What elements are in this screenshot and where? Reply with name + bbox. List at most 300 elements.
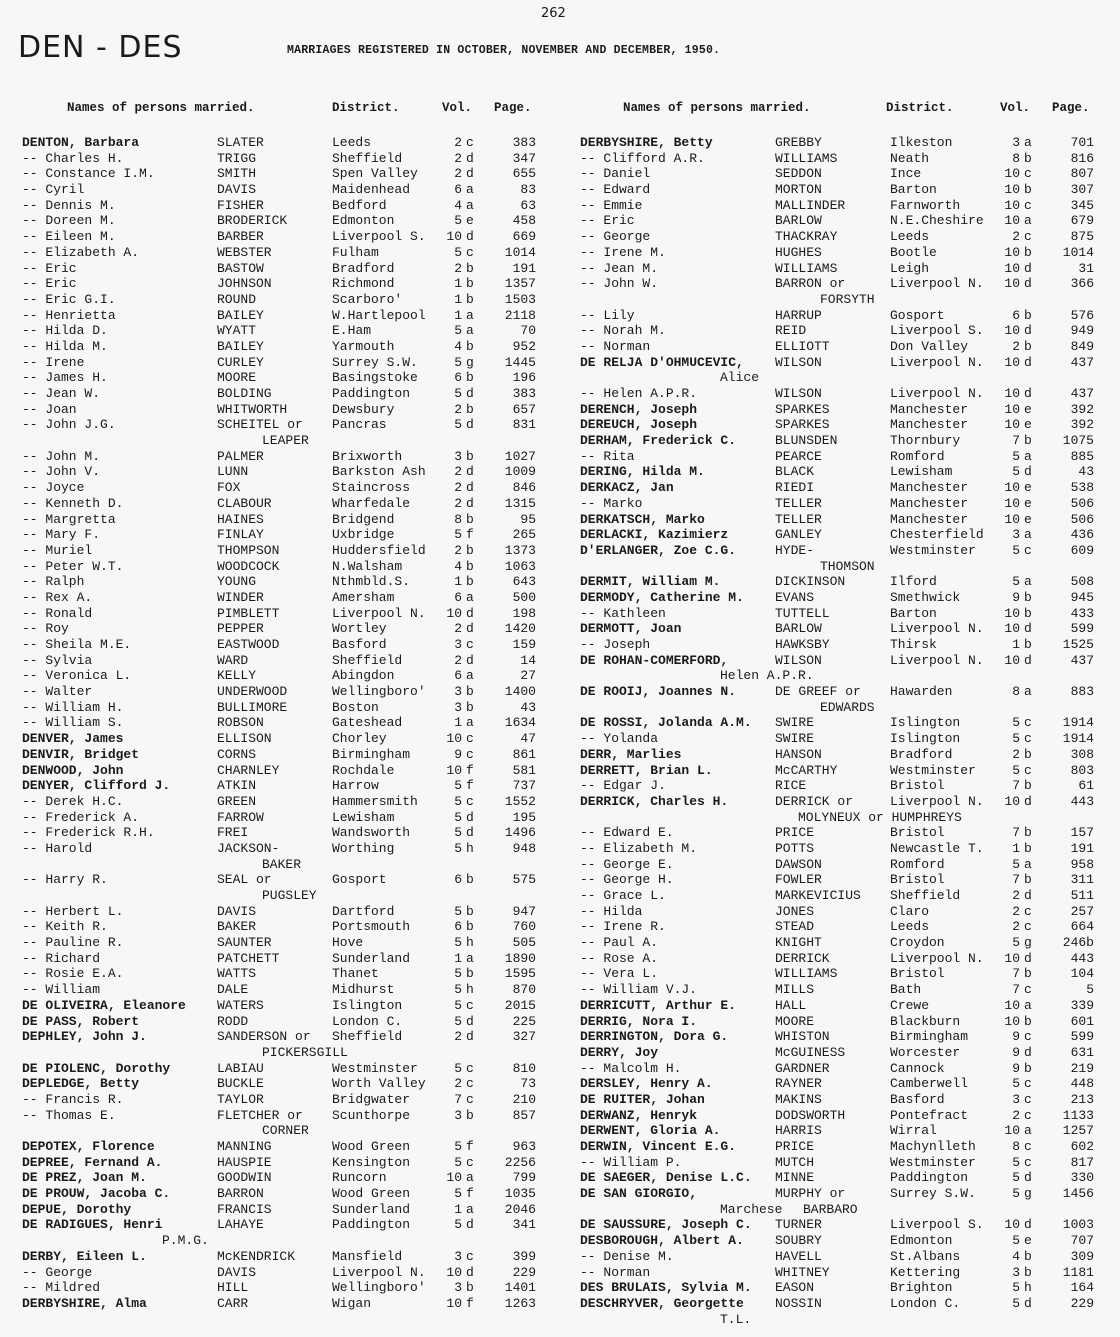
page-reference: 1009 — [504, 464, 536, 480]
volume-letter: b — [1024, 637, 1032, 652]
marriage-entry — [22, 1217, 562, 1233]
district: Lewisham — [890, 464, 953, 480]
district: Paddington — [332, 386, 411, 401]
district: Paddington — [332, 1217, 411, 1233]
spouse-surname: FLETCHER or — [217, 1107, 303, 1123]
volume-number: 8 — [454, 511, 462, 527]
district: Don Valley — [890, 338, 969, 354]
marriage-entry — [22, 951, 562, 967]
person-name: DERLACKI, Kazimierz — [580, 527, 729, 543]
page-reference: 436 — [1070, 527, 1094, 543]
volume-number: 10 — [446, 229, 462, 245]
spouse-surname: BRODERICK — [217, 213, 288, 229]
district: Machynlleth — [890, 1139, 976, 1154]
spouse-surname: DICKINSON — [775, 574, 846, 590]
person-name: -- Kenneth D. — [22, 495, 124, 511]
marriage-entry — [22, 1108, 562, 1124]
person-name: -- Elizabeth M. — [580, 840, 698, 856]
district: Thirsk — [890, 637, 937, 652]
district: Manchester — [890, 495, 969, 511]
volume-letter: b — [1024, 746, 1032, 762]
district: Pontefract — [890, 1107, 969, 1123]
spouse-surname: REID — [775, 323, 807, 339]
marriage-entry — [22, 621, 562, 637]
person-name: D'ERLANGER, Zoe C.G. — [580, 542, 737, 558]
volume-letter: c — [1024, 919, 1032, 935]
volume-number: 5 — [1012, 1295, 1020, 1311]
volume-letter: e — [466, 213, 474, 229]
spouse-surname: BARRON — [217, 1186, 264, 1202]
page-reference: 1075 — [1062, 433, 1094, 449]
marriage-entry — [580, 1170, 1120, 1186]
volume-number: 1 — [454, 307, 462, 323]
marriage-entry — [580, 355, 1120, 371]
marriage-entry — [22, 276, 562, 292]
person-name: -- Joan — [22, 401, 77, 417]
spouse-surname: MILLS — [775, 982, 815, 998]
page-reference: 601 — [1070, 1013, 1094, 1029]
person-name: -- Rita — [580, 448, 635, 464]
district: Liverpool S. — [332, 229, 426, 245]
district: Farnworth — [890, 197, 961, 213]
district: Gateshead — [332, 715, 403, 731]
marriage-entry — [22, 637, 562, 653]
district: Sunderland — [332, 1201, 411, 1217]
marriage-entry — [22, 449, 562, 465]
district: Barkston Ash — [332, 464, 426, 480]
volume-letter: b — [466, 919, 474, 935]
spouse-surname: CARR — [217, 1295, 249, 1311]
volume-number: 4 — [1012, 1248, 1020, 1264]
spouse-surname: SEAL or — [217, 872, 272, 888]
volume-number: 5 — [454, 1186, 462, 1202]
volume-letter: c — [1024, 1139, 1032, 1154]
marriage-entry — [22, 684, 562, 700]
marriage-entry — [580, 715, 1120, 731]
spouse-surname: KNIGHT — [775, 935, 822, 951]
person-name: -- Emmie — [580, 197, 643, 213]
spouse-surname: McGUINESS — [775, 1044, 846, 1060]
district: Liverpool N. — [890, 652, 984, 668]
district: Liverpool N. — [890, 793, 984, 809]
volume-letter: c — [1024, 229, 1032, 245]
page-reference: 164 — [1070, 1280, 1094, 1296]
person-name: DENWOOD, John — [22, 762, 124, 778]
page-reference: 196 — [512, 370, 536, 386]
marriage-entry — [22, 308, 562, 324]
volume-number: 3 — [1012, 135, 1020, 150]
marriage-entry — [22, 229, 562, 245]
spouse-surname: STEAD — [775, 919, 815, 935]
page-reference: 576 — [1070, 307, 1094, 323]
person-name: DERBYSHIRE, Alma — [22, 1295, 147, 1311]
person-name: -- Roy — [22, 621, 69, 637]
page-reference: 701 — [1070, 135, 1094, 150]
person-name: -- Lily — [580, 307, 635, 323]
district: Blackburn — [890, 1013, 961, 1029]
person-name: DERR, Marlies — [580, 746, 682, 762]
spouse-surname: GARDNER — [775, 1060, 830, 1076]
person-name: -- Jean W. — [22, 386, 101, 401]
page-reference: 831 — [512, 417, 536, 433]
marriage-entry — [22, 496, 562, 512]
marriage-entry — [22, 872, 562, 888]
volume-letter: a — [466, 1201, 474, 1217]
marriage-entry — [580, 245, 1120, 261]
marriage-entry — [580, 763, 1120, 779]
volume-number: 7 — [1012, 872, 1020, 888]
person-name: DERSLEY, Henry A. — [580, 1076, 713, 1092]
district: Wigan — [332, 1295, 372, 1311]
spouse-surname: JACKSON- — [217, 840, 280, 856]
spouse-surname: HUGHES — [775, 244, 822, 260]
volume-number: 10 — [1004, 652, 1020, 668]
spouse-surname: GOODWIN — [217, 1170, 272, 1186]
spouse-surname: GANLEY — [775, 527, 822, 543]
spouse-surname: WATERS — [217, 997, 264, 1013]
volume-number: 5 — [454, 809, 462, 825]
marriage-entry — [22, 982, 562, 998]
district: Birmingham — [890, 1029, 969, 1045]
marriage-entry — [22, 935, 562, 951]
marriage-entry — [22, 715, 562, 731]
volume-letter: f — [466, 1139, 474, 1154]
volume-number: 10 — [446, 762, 462, 778]
spouse-surname: TELLER — [775, 511, 822, 527]
page-reference: 437 — [1070, 354, 1094, 370]
district: Croydon — [890, 935, 945, 951]
volume-number: 7 — [1012, 982, 1020, 998]
district: Wandsworth — [332, 825, 411, 841]
volume-letter: b — [466, 511, 474, 527]
page-reference: 246b — [1062, 935, 1094, 951]
page-reference: 61 — [1078, 778, 1094, 794]
district: Dartford — [332, 903, 395, 919]
person-name: -- Veronica L. — [22, 668, 132, 684]
volume-letter: b — [466, 401, 474, 417]
spouse-surname: WINDER — [217, 589, 264, 605]
spouse-surname: EASTWOOD — [217, 637, 280, 652]
volume-number: 10 — [1004, 323, 1020, 339]
person-name: -- Francis R. — [22, 1091, 124, 1107]
volume-number: 6 — [454, 370, 462, 386]
person-name: DE ROOIJ, Joannes N. — [580, 684, 737, 700]
volume-letter: e — [1024, 480, 1032, 496]
marriage-entry — [580, 606, 1120, 622]
page-reference: 257 — [1070, 903, 1094, 919]
district: Worcester — [890, 1044, 961, 1060]
marriage-entry — [580, 919, 1120, 935]
page-reference: 1014 — [504, 244, 536, 260]
volume-letter: e — [1024, 1233, 1032, 1249]
marriage-entry — [22, 355, 562, 371]
header-district: District. — [886, 101, 954, 115]
page-reference: 1445 — [504, 354, 536, 370]
page-reference: 609 — [1070, 542, 1094, 558]
spouse-surname: HYDE- — [775, 542, 815, 558]
district: London C. — [332, 1013, 403, 1029]
spouse-surname: ROUND — [217, 291, 257, 307]
person-name: DERENCH, Joseph — [580, 401, 698, 417]
spouse-surname: PIMBLETT — [217, 605, 280, 621]
spouse-surname: HARRIS — [775, 1123, 822, 1139]
marriage-entry — [580, 339, 1120, 355]
page-reference: 1063 — [504, 558, 536, 574]
person-name: -- Eric G.I. — [22, 291, 116, 307]
spouse-surname: THOMPSON — [217, 542, 280, 558]
page-reference: 707 — [1070, 1233, 1094, 1249]
volume-number: 1 — [454, 1201, 462, 1217]
district: Ince — [890, 166, 922, 182]
district: Birmingham — [332, 746, 411, 762]
person-name: -- Frederick A. — [22, 809, 140, 825]
volume-letter: b — [1024, 433, 1032, 449]
page-reference: 311 — [1070, 872, 1094, 888]
volume-letter: d — [466, 809, 474, 825]
district: Bristol — [890, 966, 945, 982]
spouse-surname: DAWSON — [775, 856, 822, 872]
page-reference: 399 — [512, 1248, 536, 1264]
volume-number: 1 — [454, 574, 462, 590]
spouse-surname: WILLIAMS — [775, 260, 838, 276]
spouse-surname: DALE — [217, 982, 249, 998]
marriage-entry — [22, 512, 562, 528]
volume-number: 5 — [454, 213, 462, 229]
marriage-entry — [22, 700, 562, 716]
person-name: -- Eric — [580, 213, 635, 229]
volume-letter: b — [1024, 182, 1032, 198]
volume-letter: d — [466, 652, 474, 668]
person-name: -- Doreen M. — [22, 213, 116, 229]
page-reference: 1133 — [1062, 1107, 1094, 1123]
page-number: 262 — [541, 6, 566, 21]
page-reference: 437 — [1070, 652, 1094, 668]
page-reference: 1914 — [1062, 731, 1094, 747]
person-name: -- Ralph — [22, 574, 85, 590]
volume-number: 8 — [1012, 684, 1020, 700]
district: Crewe — [890, 997, 930, 1013]
page-reference: 2118 — [504, 307, 536, 323]
person-name: DEPREE, Fernand A. — [22, 1154, 163, 1170]
volume-number: 1 — [454, 950, 462, 966]
page-reference: 5 — [1086, 982, 1094, 998]
page-reference: 505 — [512, 935, 536, 951]
marriage-entry — [580, 182, 1120, 198]
page-reference: 631 — [1070, 1044, 1094, 1060]
person-name: -- Constance I.M. — [22, 166, 155, 182]
page-reference: 2256 — [504, 1154, 536, 1170]
page-reference: 213 — [1070, 1091, 1094, 1107]
volume-number: 3 — [454, 684, 462, 700]
marriage-entry — [22, 653, 562, 669]
marriage-entry — [22, 213, 562, 229]
volume-number: 1 — [1012, 637, 1020, 652]
marriage-entry — [580, 966, 1120, 982]
page-reference: 70 — [520, 323, 536, 339]
volume-letter: c — [466, 746, 474, 762]
volume-number: 5 — [454, 354, 462, 370]
marriage-entry — [22, 135, 562, 151]
volume-letter: d — [466, 386, 474, 401]
district: Brixworth — [332, 448, 403, 464]
spouse-surname: MUTCH — [775, 1154, 815, 1170]
page-reference: 225 — [512, 1013, 536, 1029]
volume-number: 10 — [1004, 166, 1020, 182]
district: Manchester — [890, 480, 969, 496]
volume-number: 5 — [454, 1013, 462, 1029]
person-name: DERKATSCH, Marko — [580, 511, 705, 527]
continuation-text: Helen A.P.R. — [720, 668, 814, 684]
page-reference: 1181 — [1062, 1264, 1094, 1280]
person-name: -- Rose A. — [580, 950, 659, 966]
marriage-entry — [580, 1029, 1120, 1045]
volume-letter: h — [1024, 1280, 1032, 1296]
volume-number: 1 — [454, 276, 462, 292]
district: Sheffield — [332, 1029, 403, 1045]
spouse-surname: WARD — [217, 652, 249, 668]
volume-letter: c — [466, 637, 474, 652]
volume-letter: b — [466, 276, 474, 292]
marriage-entry — [22, 998, 562, 1014]
person-name: DERWANZ, Henryk — [580, 1107, 698, 1123]
person-name: -- William V.J. — [580, 982, 698, 998]
marriage-entry — [580, 747, 1120, 763]
spouse-surname: CHARNLEY — [217, 762, 280, 778]
volume-letter: a — [466, 182, 474, 198]
volume-number: 5 — [454, 527, 462, 543]
spouse-surname: BOLDING — [217, 386, 272, 401]
spouse-surname: HANSON — [775, 746, 822, 762]
spouse-surname: FOX — [217, 480, 241, 496]
district: Mansfield — [332, 1248, 403, 1264]
page-reference: 309 — [1070, 1248, 1094, 1264]
person-name: DERKACZ, Jan — [580, 480, 674, 496]
page-reference: 198 — [512, 605, 536, 621]
marriage-entry — [22, 151, 562, 167]
person-name: DESCHRYVER, Georgette — [580, 1295, 744, 1311]
person-name: -- Richard — [22, 950, 101, 966]
person-name: -- Keith R. — [22, 919, 108, 935]
spouse-surname: SOUBRY — [775, 1233, 822, 1249]
person-name: -- Denise M. — [580, 1248, 674, 1264]
page-reference: 2046 — [504, 1201, 536, 1217]
volume-number: 10 — [1004, 480, 1020, 496]
volume-letter: c — [466, 244, 474, 260]
marriage-entry — [22, 794, 562, 810]
volume-letter: d — [466, 166, 474, 182]
page-reference: 948 — [512, 840, 536, 856]
marriage-entry — [22, 1202, 562, 1218]
person-name: DERMIT, William M. — [580, 574, 721, 590]
marriage-entry — [22, 166, 562, 182]
page-reference: 1027 — [504, 448, 536, 464]
marriage-entry — [22, 1014, 562, 1030]
volume-number: 7 — [1012, 966, 1020, 982]
district: Bath — [890, 982, 922, 998]
volume-number: 3 — [454, 699, 462, 715]
spouse-surname: PALMER — [217, 448, 264, 464]
marriage-entry — [22, 559, 562, 575]
marriage-entry — [22, 825, 562, 841]
page-reference: 157 — [1070, 825, 1094, 841]
volume-number: 5 — [454, 323, 462, 339]
person-name: -- George E. — [580, 856, 674, 872]
person-name: -- Irene R. — [580, 919, 666, 935]
spouse-surname: PRICE — [775, 1139, 815, 1154]
volume-letter: d — [466, 605, 474, 621]
district: Scarboro' — [332, 291, 403, 307]
spouse-surname: RAYNER — [775, 1076, 822, 1092]
spouse-surname: POTTS — [775, 840, 815, 856]
page-reference: 602 — [1070, 1139, 1094, 1154]
marriage-entry — [22, 182, 562, 198]
marriage-entry — [22, 1249, 562, 1265]
volume-number: 9 — [1012, 589, 1020, 605]
volume-number: 10 — [1004, 276, 1020, 292]
spouse-surname: THACKRAY — [775, 229, 838, 245]
marriage-entry — [580, 1296, 1120, 1312]
marriage-entry — [580, 778, 1120, 794]
page-reference: 327 — [512, 1029, 536, 1045]
district: Uxbridge — [332, 527, 395, 543]
page-reference: 14 — [520, 652, 536, 668]
marriage-entry — [580, 464, 1120, 480]
volume-number: 9 — [1012, 1060, 1020, 1076]
district: Cannock — [890, 1060, 945, 1076]
marriage-entry — [580, 637, 1120, 653]
volume-number: 2 — [454, 150, 462, 166]
spouse-surname: McCARTHY — [775, 762, 838, 778]
district: St.Albans — [890, 1248, 961, 1264]
district: Islington — [890, 731, 961, 747]
page-reference: 810 — [512, 1060, 536, 1076]
volume-letter: d — [466, 417, 474, 433]
volume-letter: c — [466, 1060, 474, 1076]
volume-number: 6 — [454, 182, 462, 198]
volume-letter: b — [466, 699, 474, 715]
marriage-entry — [22, 417, 562, 433]
district: E.Ham — [332, 323, 372, 339]
district: Liverpool N. — [890, 386, 984, 401]
volume-letter: a — [466, 589, 474, 605]
district: Sunderland — [332, 950, 411, 966]
volume-number: 3 — [1012, 527, 1020, 543]
volume-letter: f — [466, 527, 474, 543]
person-name: -- George H. — [580, 872, 674, 888]
district: Gosport — [890, 307, 945, 323]
page-reference: 500 — [512, 589, 536, 605]
marriage-entry — [580, 480, 1120, 496]
person-name: -- Irene M. — [580, 244, 666, 260]
person-name: DE RADIGUES, Henri — [22, 1217, 163, 1233]
volume-number: 2 — [1012, 338, 1020, 354]
left-entries — [22, 135, 562, 1312]
marriage-entry — [22, 841, 562, 857]
marriage-entry — [22, 1139, 562, 1155]
district: Bristol — [890, 872, 945, 888]
volume-letter: b — [1024, 1248, 1032, 1264]
district: Bedford — [332, 197, 387, 213]
spouse-surname: DERRICK or — [775, 793, 854, 809]
volume-letter: b — [1024, 825, 1032, 841]
person-name: DE PIOLENC, Dorothy — [22, 1060, 171, 1076]
continuation-text: EDWARDS — [820, 699, 875, 715]
person-name: DERMOTT, Joan — [580, 621, 682, 637]
district: Basford — [890, 1091, 945, 1107]
volume-letter: a — [1024, 135, 1032, 150]
page-reference: 1003 — [1062, 1217, 1094, 1233]
person-name: DE RELJA D'OHMUCEVIC, — [580, 354, 744, 370]
